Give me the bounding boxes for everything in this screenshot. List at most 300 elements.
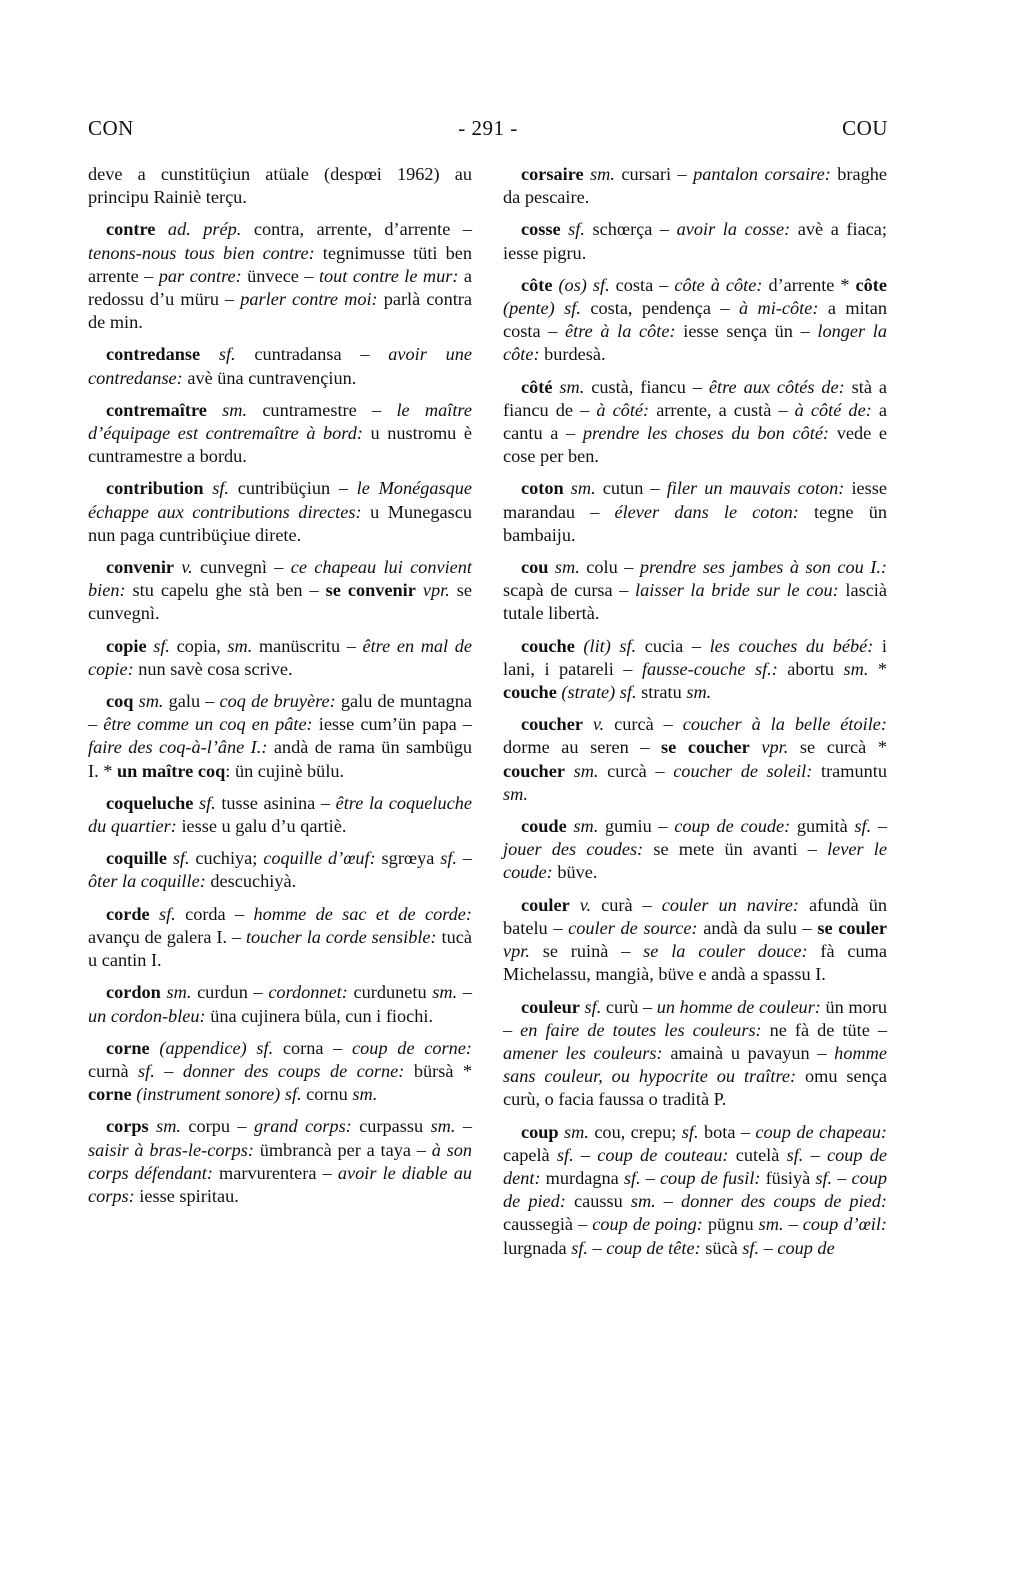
italic-text: les couches du bébé: — [709, 635, 874, 656]
italic-text: pantalon corsaire: — [693, 164, 831, 184]
italic-text: sm. — [352, 1084, 378, 1105]
entry-text: stu capelu ghe stà ben – — [125, 580, 326, 601]
italic-text: sf. — [623, 1167, 641, 1188]
italic-text: (appendice) sf. — [159, 1037, 274, 1058]
italic-text: sm. — [758, 1214, 784, 1235]
headword: un maître coq — [116, 760, 226, 781]
italic-text: couler de source: — [568, 917, 698, 938]
headword: couleur — [521, 996, 580, 1017]
italic-text: à son corps défendant: — [88, 1139, 472, 1183]
italic-text: coup d’œil: — [802, 1214, 888, 1235]
entry-text: cuntribüçiun – — [229, 478, 357, 499]
entry-text: – — [587, 1237, 607, 1258]
italic-text: coup de pied: — [503, 1167, 887, 1212]
italic-text: être la coqueluche du quartier: — [88, 792, 473, 837]
italic-text: sf. — [440, 848, 457, 869]
italic-text: sm. — [503, 783, 528, 804]
italic-text: coup de fusil: — [659, 1167, 761, 1188]
entry-text: curnà — [88, 1060, 139, 1081]
headword: coquille — [106, 848, 167, 869]
italic-text: coup de corne: — [352, 1037, 472, 1058]
italic-text: un homme de couleur: — [656, 996, 821, 1017]
dictionary-entry — [88, 556, 472, 626]
italic-text: sm. — [166, 982, 192, 1003]
italic-text: (lit) sf. — [583, 635, 637, 656]
entry-text: avançu de galera I. – — [88, 926, 246, 947]
italic-text: coq de bruyère: — [219, 691, 336, 712]
entry-text: cuntradansa – — [235, 344, 389, 365]
italic-text: sf. — [212, 478, 229, 499]
italic-text: coup de couteau: — [597, 1144, 729, 1165]
entry-text — [204, 478, 213, 498]
italic-text: à côté de: — [794, 399, 872, 420]
italic-text: sm. — [138, 691, 164, 712]
entry-text: contra, arrente, d’arrente – — [241, 219, 472, 240]
entry-text — [570, 895, 580, 915]
entry-text — [207, 400, 222, 420]
italic-text: ôter la coquille: — [88, 871, 206, 892]
headword: coq — [106, 691, 134, 712]
italic-text: coup de — [777, 1237, 835, 1258]
entry-text: stratu — [636, 682, 687, 703]
dictionary-entry — [503, 635, 887, 705]
entry-text: iesse sença ün – — [675, 321, 818, 342]
headword: couche — [521, 635, 575, 656]
italic-text: filer un mauvais coton: — [666, 478, 845, 499]
right-column — [503, 163, 887, 1269]
entry-text: * — [868, 658, 888, 679]
entry-text: ün moru – — [503, 996, 888, 1040]
entry-text: : ün cujinè bülu. — [225, 760, 345, 781]
entry-text: galu de muntagna – — [88, 691, 473, 735]
headword: corde — [106, 903, 150, 924]
headword: contremaître — [106, 399, 207, 420]
entry-text: cornu — [301, 1084, 353, 1105]
entry-text: custà, fiancu – — [584, 376, 709, 397]
entry-text: arrente, a custà – — [649, 399, 795, 420]
entry-text — [149, 1116, 156, 1136]
entry-text: u nustromu è cuntramestre a bordu. — [88, 423, 473, 467]
entry-text: lurgnada — [503, 1237, 572, 1258]
italic-text: sm. — [570, 478, 596, 499]
italic-text: coucher à la belle étoile: — [682, 714, 887, 735]
entry-text — [150, 904, 159, 924]
dictionary-entry — [88, 1037, 472, 1107]
italic-text: couler un navire: — [661, 894, 799, 915]
italic-text: avoir la cosse: — [676, 219, 791, 240]
italic-text: sm. — [554, 557, 580, 578]
italic-text: (strate) sf. — [561, 682, 637, 703]
entry-text — [750, 737, 762, 757]
entry-text: gumità — [790, 816, 855, 837]
entry-text: copia, — [170, 635, 228, 656]
italic-text: donner des coups de corne: — [182, 1060, 405, 1081]
italic-text: sf. — [571, 1237, 588, 1258]
entry-text: marvurentera – — [212, 1162, 338, 1183]
entry-text: – — [573, 1144, 598, 1165]
entry-text: stà a fiancu de – — [503, 376, 887, 420]
italic-text: être à la côte: — [565, 321, 676, 342]
italic-text: saisir à bras-le-corps: — [88, 1139, 254, 1160]
entry-text: – — [154, 1060, 183, 1081]
italic-text: à mi-côte: — [738, 298, 819, 319]
headword: contredanse — [106, 344, 201, 365]
entry-text: parlà contra de min. — [88, 289, 472, 333]
italic-text: fausse-couche sf.: — [641, 658, 778, 679]
italic-text: sm. — [564, 1121, 589, 1142]
header-guide-word-left: CON — [88, 116, 134, 140]
entry-text: costa, pendença – — [580, 298, 739, 319]
italic-text: donner des coups de pied: — [681, 1191, 887, 1212]
entry-text: se ruinà – — [529, 941, 644, 962]
italic-text: sf. — [218, 344, 236, 365]
entry-text: tramuntu — [812, 760, 888, 781]
italic-text: prendre les choses du bon côté: — [582, 423, 830, 444]
italic-text: en faire de toutes les couleurs: — [520, 1019, 762, 1040]
italic-text: sf. — [158, 903, 176, 924]
entry-text: galu – — [163, 691, 220, 712]
entry-text: lascià tutale libertà. — [503, 580, 887, 624]
entry-text: üna cujinera büla, cun i fiochi. — [205, 1005, 434, 1026]
italic-text: sf. — [786, 1144, 804, 1165]
entry-text: curdunetu — [347, 982, 433, 1003]
left-column — [88, 163, 472, 1217]
headword: coucher — [521, 714, 583, 735]
entry-text: – — [803, 1144, 827, 1165]
dictionary-entry — [88, 847, 472, 893]
entry-text — [565, 761, 574, 781]
italic-text: coup de coude: — [674, 816, 791, 837]
entry-text: iesse u galu d’u qartiè. — [176, 816, 347, 837]
italic-text: (instrument sonore) sf. — [136, 1084, 302, 1105]
entry-text: curpassu — [351, 1116, 431, 1137]
entry-text: cutun – — [595, 478, 667, 499]
italic-text: être aux côtés de: — [708, 376, 845, 397]
dictionary-entry — [88, 792, 472, 838]
italic-text: sm. — [156, 1116, 181, 1137]
entry-text: dorme au seren – — [503, 737, 662, 758]
dictionary-entry — [503, 376, 887, 469]
entry-text: – — [456, 848, 472, 869]
page-number: - 291 - — [458, 116, 518, 140]
italic-text: amener les couleurs: — [503, 1042, 663, 1063]
italic-text: toucher la corde sensible: — [245, 926, 437, 947]
headword: se couler — [817, 917, 887, 938]
italic-text: avoir le diable au corps: — [88, 1162, 473, 1206]
entry-text: descuchiyà. — [205, 871, 297, 892]
italic-text: sf. — [742, 1237, 760, 1258]
italic-text: sf. — [584, 996, 602, 1017]
entry-text: fà cuma Michelassu, mangià, büve e andà a spassu I. — [503, 941, 887, 985]
entry-text: se cunvegnì. — [88, 580, 472, 624]
entry-text: corna – — [273, 1037, 353, 1058]
italic-text: faire des coq-à-l’âne I.: — [88, 737, 268, 758]
headword: corne — [88, 1084, 132, 1105]
entry-text: abortu — [777, 658, 844, 679]
entry-text: ünvece – — [241, 265, 319, 286]
entry-text: tegnimusse tüti ben arrente – — [88, 242, 472, 286]
italic-text: parler contre moi: — [240, 289, 378, 310]
entry-text: cuntramestre – — [247, 399, 397, 420]
entry-text: curù – — [601, 996, 657, 1017]
italic-text: être en mal de copie: — [88, 635, 472, 679]
entry-text: afundà ün batelu – — [503, 894, 887, 938]
italic-text: coquille d’œuf: — [263, 848, 376, 869]
italic-text: élever dans le coton: — [614, 501, 799, 522]
entry-text: bota – — [698, 1121, 756, 1142]
entry-text: – — [457, 982, 472, 1003]
entry-text: a mitan costa – — [503, 298, 887, 342]
entry-text: büve. — [552, 862, 598, 883]
entry-text: a redossu d’u müru – — [88, 265, 473, 310]
entry-text: bürsà * — [404, 1060, 473, 1081]
entry-text: iesse marandau – — [503, 478, 888, 522]
entry-text: burdesà. — [539, 344, 606, 365]
headword: contre — [106, 219, 156, 240]
italic-text: sm. — [686, 682, 712, 703]
headword: coucher — [503, 760, 565, 781]
entry-text: curcà – — [598, 760, 674, 781]
headword: contribution — [106, 478, 204, 499]
entry-text: se curcà * — [788, 737, 887, 758]
entry-text: cunvegnì – — [192, 557, 291, 578]
dictionary-entry — [88, 477, 472, 547]
entry-text — [564, 478, 571, 498]
entry-text: – — [783, 1214, 803, 1235]
dictionary-entry — [503, 996, 887, 1112]
headword: côté — [521, 376, 553, 397]
entry-text: ne fà de tüte – — [761, 1019, 887, 1040]
entry-text — [583, 714, 593, 734]
entry-text: gumiu – — [598, 816, 675, 837]
entry-text: corpu – — [180, 1116, 254, 1137]
headword: coude — [521, 816, 567, 837]
entry-text: andà da sulu – — [697, 917, 818, 938]
entry-text: vede e cose per ben. — [503, 423, 887, 467]
entry-text: cutelà — [728, 1144, 787, 1165]
entry-text: cucia – — [636, 635, 710, 656]
headword: côte — [521, 274, 553, 295]
dictionary-entry — [503, 713, 887, 806]
entry-text: iesse cum’ün papa – — [312, 714, 473, 735]
italic-text: homme de sac et de corde: — [253, 903, 472, 924]
dictionary-entry — [503, 163, 887, 209]
italic-text: prendre ses jambes à son cou I.: — [639, 557, 887, 578]
italic-text: sf. — [681, 1121, 699, 1142]
entry-text: cursari – — [614, 164, 694, 184]
entry-text: colu – — [579, 557, 640, 578]
italic-text: homme sans couleur, ou hypocrite ou traître: — [503, 1042, 887, 1087]
headword: couche — [503, 682, 557, 703]
italic-text: ad. prép. — [167, 219, 242, 240]
entry-text: – — [655, 1191, 682, 1212]
italic-text: vpr. — [503, 941, 530, 962]
entry-text: sücà — [700, 1237, 743, 1258]
headword: couler — [521, 894, 570, 915]
italic-text: être comme un coq en pâte: — [103, 714, 313, 735]
headword: coton — [521, 478, 564, 499]
italic-text: par contre: — [158, 265, 242, 286]
italic-text: un cordon-bleu: — [88, 1005, 206, 1026]
headword: se convenir — [325, 580, 416, 601]
entry-text: i lani, i patareli – — [503, 635, 888, 679]
entry-text: curcà – — [604, 714, 683, 735]
headword: corsaire — [521, 164, 584, 184]
dictionary-entry — [503, 218, 887, 264]
italic-text: tout contre le mur: — [318, 265, 459, 286]
italic-text: coup de poing: — [592, 1214, 703, 1235]
italic-text: sm. — [430, 1116, 456, 1137]
headword: cordon — [106, 982, 161, 1003]
entry-text: curdun – — [191, 982, 269, 1003]
dictionary-entry — [503, 477, 887, 547]
italic-text: (pente) sf. — [503, 298, 581, 319]
italic-text: sf. — [556, 1144, 574, 1165]
italic-text: sf. — [138, 1060, 155, 1081]
italic-text: sm. — [573, 816, 599, 837]
italic-text: le maître d’équipage est contremaître à bord: — [88, 399, 472, 444]
italic-text: (os) sf. — [558, 274, 610, 295]
entry-text: andà de rama ün sambügu I. * — [88, 737, 472, 781]
dictionary-entry — [88, 218, 472, 334]
page-header — [88, 116, 888, 150]
headword: coqueluche — [106, 792, 194, 813]
italic-text: ce chapeau lui convient bien: — [88, 557, 472, 601]
entry-text: a cantu a – — [503, 399, 887, 444]
headword: se coucher — [661, 737, 750, 758]
entry-text: cuchiya; — [189, 848, 264, 869]
italic-text: à côté: — [596, 399, 650, 420]
entry-text: cou, crepu; — [588, 1121, 682, 1142]
dictionary-entry — [88, 399, 472, 469]
headword: corps — [106, 1116, 149, 1137]
italic-text: sm. — [630, 1191, 656, 1212]
header-guide-word-right: COU — [842, 116, 888, 140]
entry-text: – — [832, 1167, 852, 1188]
italic-text: longer la côte: — [503, 321, 887, 365]
italic-text: cordonnet: — [268, 982, 348, 1003]
entry-continuation — [88, 163, 472, 209]
entry-text: curà – — [591, 894, 662, 915]
dictionary-entry — [88, 1115, 472, 1208]
entry-text: corda – — [175, 903, 254, 924]
italic-text: tenons-nous tous bien contre: — [88, 242, 315, 263]
headword: convenir — [106, 557, 175, 578]
entry-text: tusse asinina – — [215, 792, 336, 813]
entry-text: omu sença curù, o facia faussa o tradità P. — [503, 1066, 887, 1110]
entry-text: sgrœya — [375, 848, 441, 869]
italic-text: sf. — [854, 816, 872, 837]
italic-text: sm. — [559, 376, 585, 397]
entry-text — [416, 580, 423, 600]
entry-text — [155, 219, 168, 239]
entry-text — [200, 344, 219, 364]
italic-text: sf. — [568, 219, 585, 240]
entry-text: braghe da pescaire. — [503, 164, 887, 208]
entry-text: – — [871, 816, 887, 837]
italic-text: coup de chapeau: — [755, 1121, 888, 1142]
entry-text: – — [759, 1237, 778, 1258]
dictionary-entry — [88, 343, 472, 389]
entry-text: manüscritu – — [252, 635, 363, 656]
entry-text: pügnu — [702, 1214, 759, 1235]
italic-text: côte à côte: — [674, 274, 763, 295]
entry-text: d’arrente * — [762, 274, 856, 295]
italic-text: laisser la bride sur le cou: — [635, 580, 839, 601]
italic-text: sm. — [590, 164, 615, 184]
entry-text: murdagna — [540, 1167, 624, 1188]
entry-text: avè a fiaca; iesse pigru. — [503, 219, 887, 263]
dictionary-entry — [88, 981, 472, 1027]
italic-text: jouer des coudes: — [503, 839, 644, 860]
dictionary-entry — [88, 690, 472, 783]
italic-text: sm. — [222, 399, 248, 420]
entry-text: u Munegascu nun paga cuntribüçiue direte. — [88, 501, 472, 545]
italic-text: vpr. — [761, 737, 789, 758]
dictionary-entry — [503, 815, 887, 885]
italic-text: sf. — [815, 1167, 833, 1188]
entry-text: – — [455, 1116, 473, 1137]
italic-text: coucher de soleil: — [673, 760, 813, 781]
italic-text: sm. — [227, 635, 253, 656]
italic-text: se la couler douce: — [643, 941, 808, 962]
dictionary-entry — [503, 274, 887, 367]
entry-text: amainà u pavayun – — [662, 1042, 835, 1063]
italic-text: sm. — [432, 982, 458, 1003]
entry-text: avè üna cuntravençiun. — [182, 367, 357, 388]
entry-text: caussegià – — [503, 1214, 593, 1235]
dictionary-entry — [88, 635, 472, 681]
italic-text: coup de tête: — [606, 1237, 701, 1258]
italic-text: sm. — [573, 760, 599, 781]
entry-text: schœrça – — [584, 219, 677, 240]
entry-text: caussu — [565, 1191, 631, 1212]
italic-text: sf. — [198, 792, 216, 813]
italic-text: v. — [579, 894, 592, 915]
entry-text: capelà — [503, 1144, 557, 1165]
dictionary-entry — [503, 556, 887, 626]
entry-text — [150, 1038, 160, 1058]
italic-text: v. — [592, 714, 605, 735]
italic-text: grand corps: — [253, 1116, 352, 1137]
italic-text: lever le coude: — [503, 839, 887, 883]
entry-text: tucà u cantin I. — [88, 926, 472, 971]
headword: côte — [855, 274, 888, 295]
entry-text: se mete ün avanti – — [643, 839, 828, 860]
entry-text: ümbrancà per a taya – — [253, 1139, 432, 1160]
headword: cou — [521, 557, 549, 578]
italic-text: sm. — [843, 658, 869, 679]
headword: copie — [106, 635, 147, 656]
headword: cosse — [521, 219, 561, 240]
headword: corne — [106, 1037, 150, 1058]
entry-text: – — [640, 1167, 660, 1188]
italic-text: avoir une contredanse: — [88, 344, 472, 388]
dictionary-entry — [503, 894, 887, 987]
entry-text: tegne ün bambaiju. — [503, 501, 887, 545]
entry-text: costa – — [609, 274, 675, 295]
entry-text: nun savè cosa scrive. — [133, 658, 293, 679]
italic-text: sf. — [153, 635, 170, 656]
italic-text: le Monégasque échappe aux contributions directes: — [88, 478, 472, 522]
entry-text: deve a cunstitüçiun atüale (despœi 1962) au principu Rainiè terçu. — [88, 164, 472, 208]
entry-text: iesse spiritau. — [134, 1185, 239, 1206]
italic-text: sf. — [172, 848, 190, 869]
italic-text: coup de dent: — [503, 1144, 888, 1188]
entry-text: füsiyà — [760, 1167, 816, 1188]
italic-text: vpr. — [422, 580, 450, 601]
dictionary-entry — [88, 903, 472, 973]
